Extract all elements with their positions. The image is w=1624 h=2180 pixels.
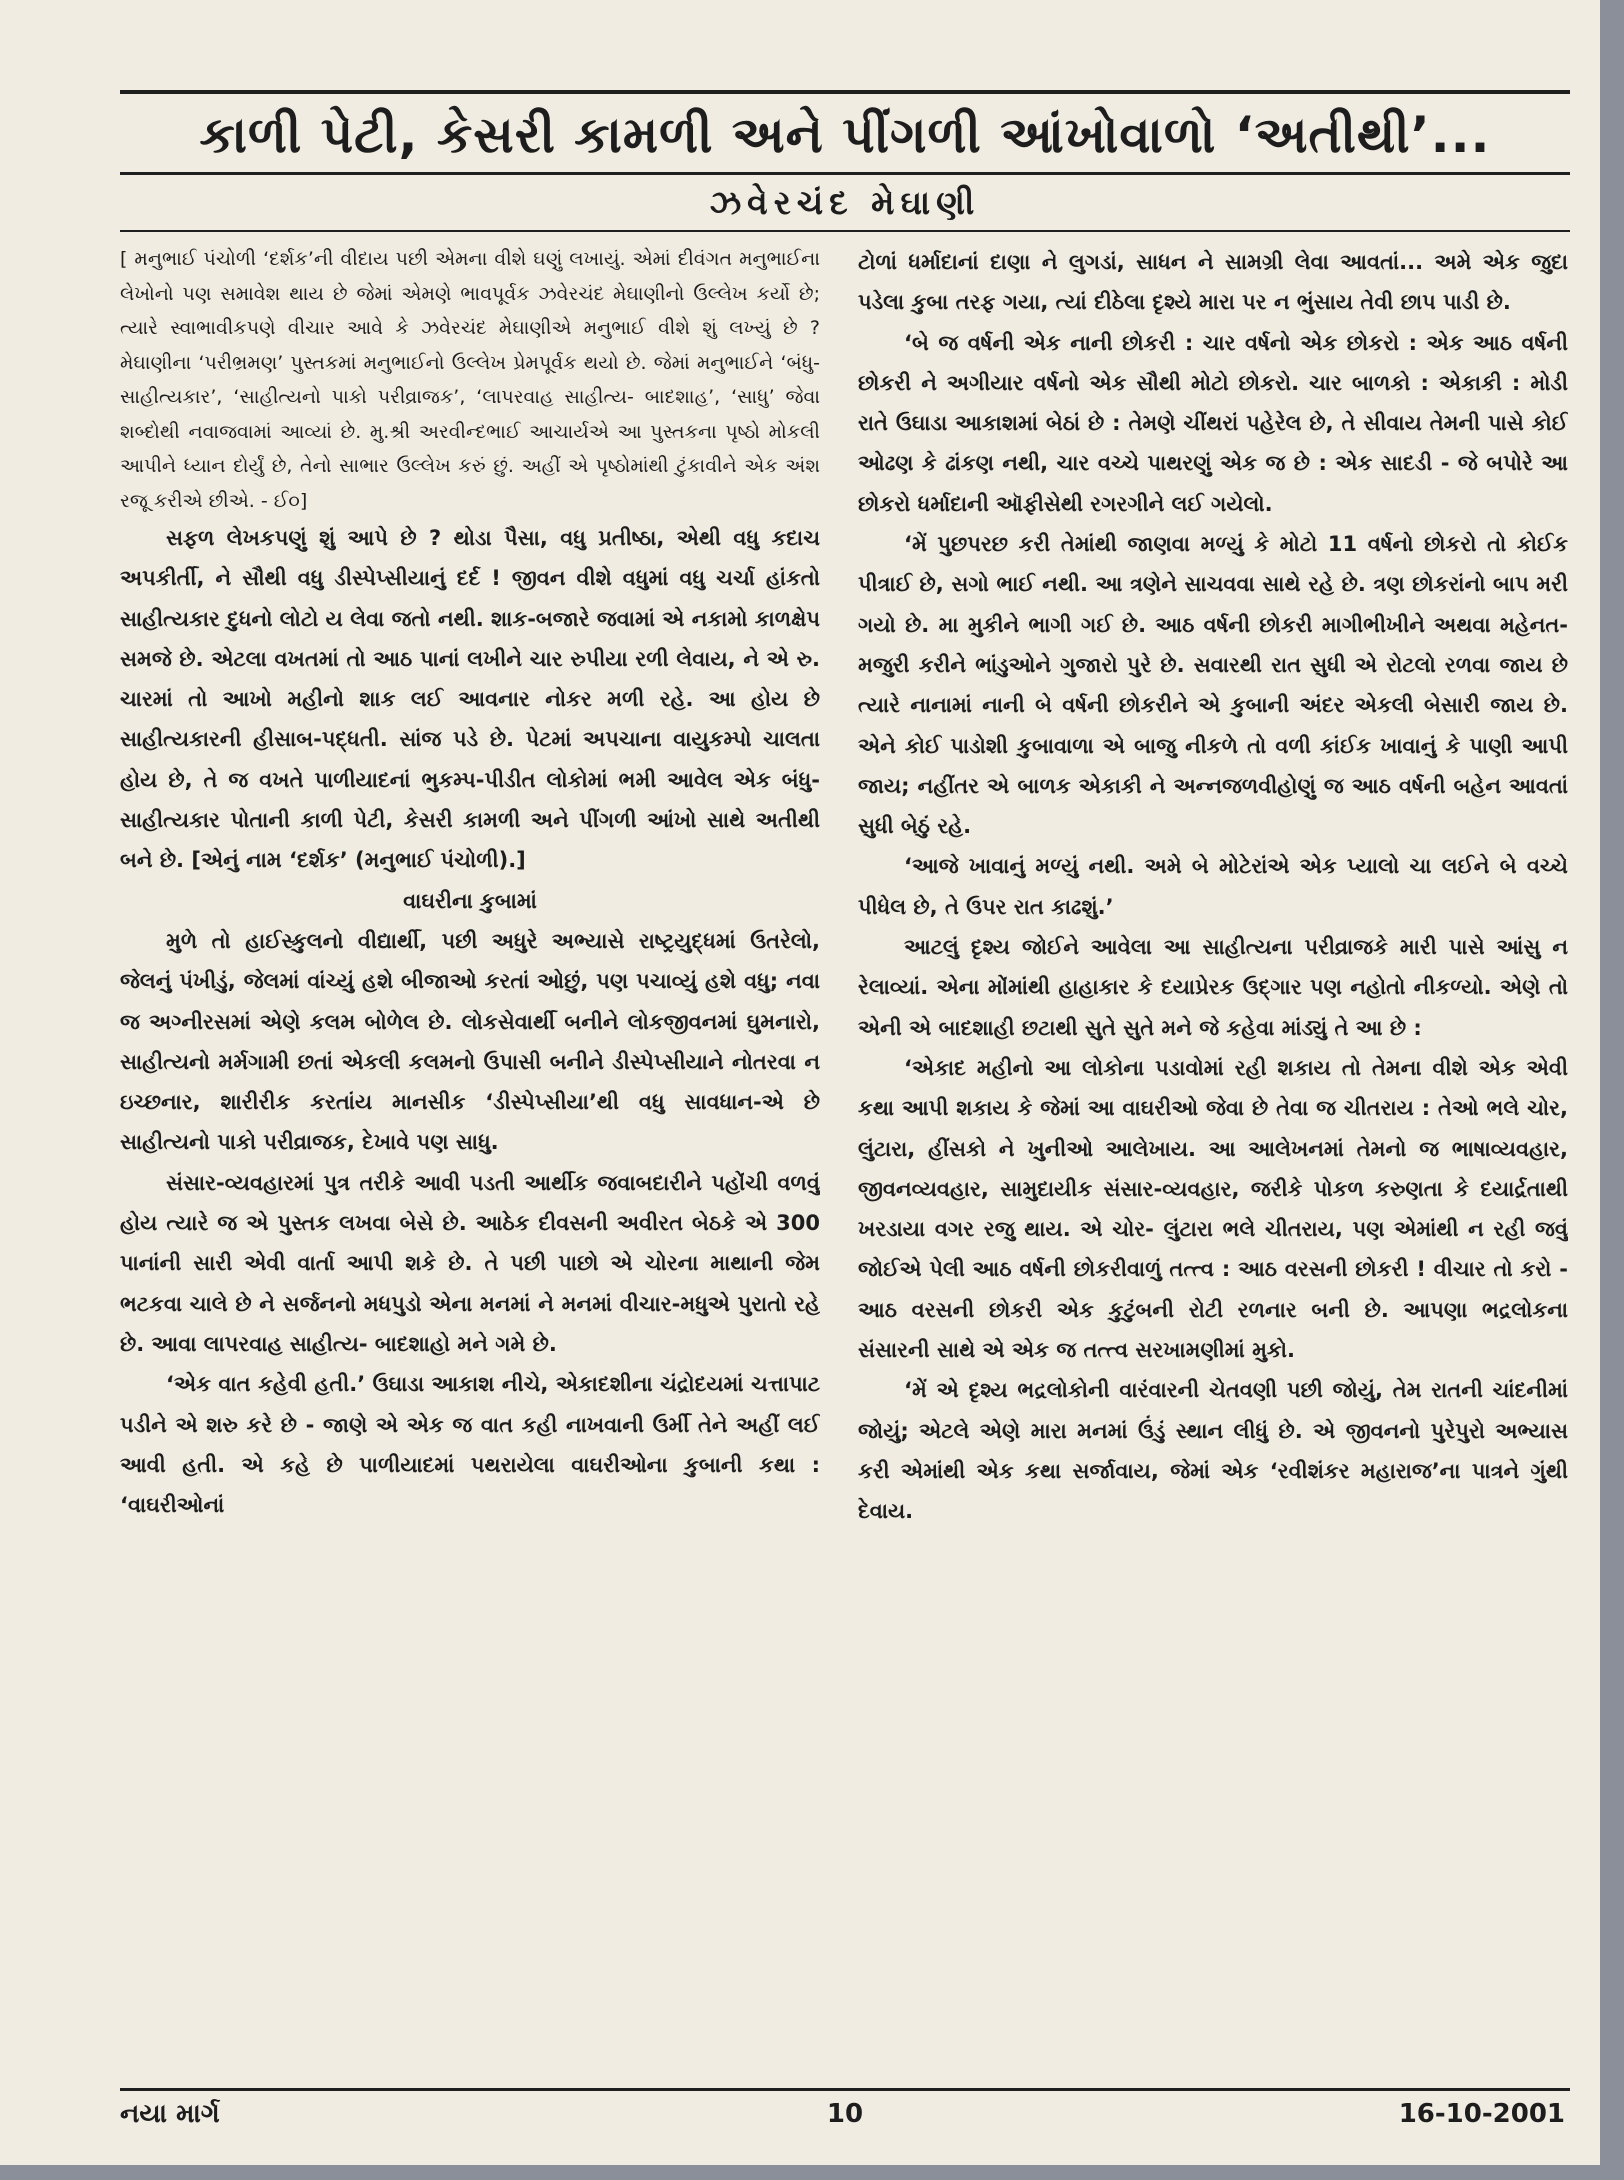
section-heading: વાઘરીના કુબામાં xyxy=(403,888,537,913)
footer-rule xyxy=(120,2088,1570,2091)
right-column xyxy=(858,242,1568,2047)
paragraph: ‘આજે ખાવાનું મળ્યું નથી. અમે બે મોટેરાંએ એક પ્યાલો ચા લઈને બે વચ્ચે પીધેલ છે, તે ઉપર રાત કાઢશું.’ xyxy=(858,854,1568,919)
paragraph: ‘એક વાત કહેવી હતી.’ ઉઘાડા આકાશ નીચે, એકાદશીના ચંદ્રોદયમાં ચત્તાપાટ પડીને એ શરુ કરે છે - જાણે એ એક જ વાત કહી નાખવાની ઉર્મી તેને અહીં લઈ આવી હતી. એ કહે છે પાળીયાદમાં પથરાયેલા વાઘરીઓના કુબાની કથા : ‘વાઘરીઓનાં xyxy=(120,1372,820,1518)
paragraph: આટલું દૃશ્ય જોઈને આવેલા આ સાહીત્યના પરીવ્રાજકે મારી પાસે આંસુ ન રેલાવ્યાં. એના મોંમાંથી હાહાકાર કે દયાપ્રેરક ઉદ્ગાર પણ નહોતો નીકળ્યો. એણે તો એની એ બાદશાહી છટાથી સુતે સુતે મને જે કહેવા માંડ્યું તે આ છે : xyxy=(858,935,1568,1040)
left-column xyxy=(120,242,820,2047)
paragraph: ‘મેં એ દૃશ્ય ભદ્રલોકોની વારંવારની ચેતવણી પછી જોયું, તેમ રાતની ચાંદનીમાં જોયું; એટલે એણે મારા મનમાં ઉંડું સ્થાન લીધું છે. એ જીવનનો પુરેપુરો અભ્યાસ કરી એમાંથી એક કથા સર્જાવાય, જેમાં એક ‘રવીશંકર મહારાજ’ના પાત્રને ગુંથી દેવાય. xyxy=(858,1378,1568,1524)
paragraph: ‘બે જ વર્ષની એક નાની છોકરી : ચાર વર્ષનો એક છોકરો : એક આઠ વર્ષની છોકરી ને અગીયાર વર્ષનો એક સૌથી મોટો છોકરો. ચાર બાળકો : એકાકી : મોડી રાતે ઉઘાડા આકાશમાં બેઠાં છે : તેમણે ચીંથરાં પહેરેલ છે, તે સીવાય તેમની પાસે કોઈ ઓઢણ કે ઢાંકણ નથી, ચાર વચ્ચે પાથરણું એક જ છે : એક સાદડી - જે બપોરે આ છોકરો ધર્માદાની ઑફીસેથી રગરગીને લઈ ગયેલો. xyxy=(858,330,1568,516)
title-top-rule xyxy=(120,90,1570,94)
paragraph: સફળ લેખકપણું શું આપે છે ? થોડા પૈસા, વધુ પ્રતીષ્ઠા, એથી વધુ કદાચ અપકીર્તી, ને સૌથી વધુ ડીસ્પેપ્સીયાનું દર્દ ! જીવન વીશે વધુમાં વધુ ચર્ચા હાંકતો સાહીત્યકાર દુધનો લોટો ય લેવા જતો નથી. શાક-બજારે જવામાં એ નકામો કાળક્ષેપ સમજે છે. એટલા વખતમાં તો આઠ પાનાં લખીને ચાર રુપીયા રળી લેવાય, ને એ રુ. ચારમાં તો આખો મહીનો શાક લઈ આવનાર નોકર મળી રહે. આ હોય છે સાહીત્યકારની હીસાબ-પદ્ધતી. સાંજ પડે છે. પેટમાં અપચાના વાયુકમ્પો ચાલતા હોય છે, તે જ વખતે પાળીયાદનાં ભુકમ્પ-પીડીત લોકોમાં ભમી આવેલ એક બંધુ-સાહીત્યકાર પોતાની કાળી પેટી, કેસરી કામળી અને પીંગળી આંખો સાથે અતીથી બને છે. [એનું નામ ‘દર્શક’ (મનુભાઈ પંચોળી).] xyxy=(120,526,820,873)
paragraph: ‘એકાદ મહીનો આ લોકોના પડાવોમાં રહી શકાય તો તેમના વીશે એક એવી કથા આપી શકાય કે જેમાં આ વાઘરીઓ જેવા છે તેવા જ ચીતરાય : તેઓ ભલે ચોર, લુંટારા, હીંસકો ને ખુનીઓ આલેખાય. આ આલેખનમાં તેમનો જ ભાષાવ્યવહાર, જીવનવ્યવહાર, સામુદાયીક સંસાર-વ્યવહાર, જરીકે પોકળ કરુણતા કે દયાર્દ્રતાથી ખરડાયા વગર રજુ થાય. એ ચોર- લુંટારા ભલે ચીતરાય, પણ એમાંથી ન રહી જવું જોઈએ પેલી આઠ વર્ષની છોકરીવાળું તત્ત્વ : આઠ વરસની છોકરી ! વીચાર તો કરો - આઠ વરસની છોકરી એક કુટુંબની રોટી રળનાર બની છે. આપણા ભદ્રલોકના સંસારની સાથે એ એક જ તત્ત્વ સરખામણીમાં મુકો. xyxy=(858,1055,1568,1363)
author-rule xyxy=(120,230,1570,232)
publication-name: નયા માર્ગ xyxy=(120,2099,220,2129)
paragraph: મુળે તો હાઈસ્કુલનો વીદ્યાર્થી, પછી અધુરે અભ્યાસે રાષ્ટ્રયુદ્ધમાં ઉતરેલો, જેલનું પંખીડું, જેલમાં વાંચ્યું હશે બીજાઓ કરતાં ઓછું, પણ પચાવ્યું હશે વધુ; નવા જ અગ્નીરસમાં એણે કલમ બોળેલ છે. લોકસેવાર્થી બનીને લોકજીવનમાં ઘુમનારો, સાહીત્યનો મર્મગામી છતાં એકલી કલમનો ઉપાસી બનીને ડીસ્પેપ્સીયાને નોતરવા ન ઇચ્છનાર, શારીરીક કરતાંય માનસીક ‘ડીસ્પેપ્સીયા’થી વધુ સાવધાન-એ છે સાહીત્યનો પાકો પરીવ્રાજક, દેખાવે પણ સાધુ. xyxy=(120,928,820,1155)
editor-note: [ મનુભાઈ પંચોળી ‘દર્શક’ની વીદાય પછી એમના વીશે ઘણું લખાયું. એમાં દીવંગત મનુભાઈના લેખોનો પણ સમાવેશ થાય છે જેમાં એમણે ભાવપૂર્વક ઝવેરચંદ મેઘાણીનો ઉલ્લેખ કર્યો છે; ત્યારે સ્વાભાવીકપણે વીચાર આવે કે ઝવેરચંદ મેઘાણીએ મનુભાઈ વીશે શું લખ્યું છે ? મેઘાણીના ‘પરીભ્રમણ’ પુસ્તકમાં મનુભાઈનો ઉલ્લેખ પ્રેમપૂર્વક થયો છે. જેમાં મનુભાઈને ‘બંધુ-સાહીત્યકાર’, ‘સાહીત્યનો પાકો પરીવ્રાજક’, ‘લાપરવાહ સાહીત્ય- બાદશાહ’, ‘સાધુ’ જેવા શબ્દોથી નવાજવામાં આવ્યાં છે. મુ.શ્રી અરવીન્દભાઈ આચાર્યએ આ પુસ્તકના પૃષ્ઠો મોકલી આપીને ધ્યાન દોર્યું છે, તેનો સાભાર ઉલ્લેખ કરું છું. અહીં એ પૃષ્ઠોમાંથી ટુંકાવીને એક અંશ રજૂ કરીએ છીએ. - ઈ૦] xyxy=(120,248,820,512)
article-title: કાળી પેટી, કેસરી કામળી અને પીંગળી આંખોવાળો ‘અતીથી’... xyxy=(199,106,1491,164)
paragraph: ટોળાં ધર્માદાનાં દાણા ને લુગડાં, સાધન ને સામગ્રી લેવા આવતાં... અમે એક જુદા પડેલા કુબા તરફ ગયા, ત્યાં દીઠેલા દૃશ્યે મારા પર ન ભુંસાય તેવી છાપ પાડી છે. xyxy=(858,250,1568,315)
paragraph: સંસાર-વ્યવહારમાં પુત્ર તરીકે આવી પડતી આર્થીક જવાબદારીને પહોંચી વળવું હોય ત્યારે જ એ પુસ્તક લખવા બેસે છે. આઠેક દીવસની અવીરત બેઠકે એ 300 પાનાંની સારી એવી વાર્તા આપી શકે છે. તે પછી પાછો એ ચોરના માથાની જેમ ભટકવા ચાલે છે ને સર્જનનો મધપુડો એના મનમાં ને મનમાં વીચાર-મધુએ પુરાતો રહે છે. આવા લાપરવાહ સાહીત્ય- બાદશાહો મને ગમે છે. xyxy=(120,1170,820,1356)
title-bottom-rule xyxy=(120,172,1570,175)
issue-date: 16-10-2001 xyxy=(1398,2099,1565,2129)
paragraph: ‘મેં પુછપરછ કરી તેમાંથી જાણવા મળ્યું કે મોટો 11 વર્ષનો છોકરો તો કોઈક પીત્રાઈ છે, સગો ભાઈ નથી. આ ત્રણેને સાચવવા સાથે રહે છે. ત્રણ છોકરાંનો બાપ મરી ગયો છે. મા મુકીને ભાગી ગઈ છે. આઠ વર્ષની છોકરી માગીભીખીને અથવા મહેનત-મજુરી કરીને ભાંડુઓને ગુજારો પુરે છે. સવારથી રાત સુધી એ રોટલો રળવા જાય છે ત્યારે નાનામાં નાની બે વર્ષની છોકરીને એ કુબાની અંદર એકલી બેસારી જાય છે. એને કોઈ પાડોશી કુબાવાળા એ બાજુ નીકળે તો વળી કાંઈક ખાવાનું કે પાણી આપી જાય; નહીંતર એ બાળક એકાકી ને અન્નજળવીહોણું જ આઠ વર્ષની બહેન આવતાં સુધી બેઠું રહે. xyxy=(858,532,1568,839)
article-author: ઝવેરચંદ મેઘાણી xyxy=(709,183,981,222)
page-number: 10 xyxy=(826,2099,864,2129)
